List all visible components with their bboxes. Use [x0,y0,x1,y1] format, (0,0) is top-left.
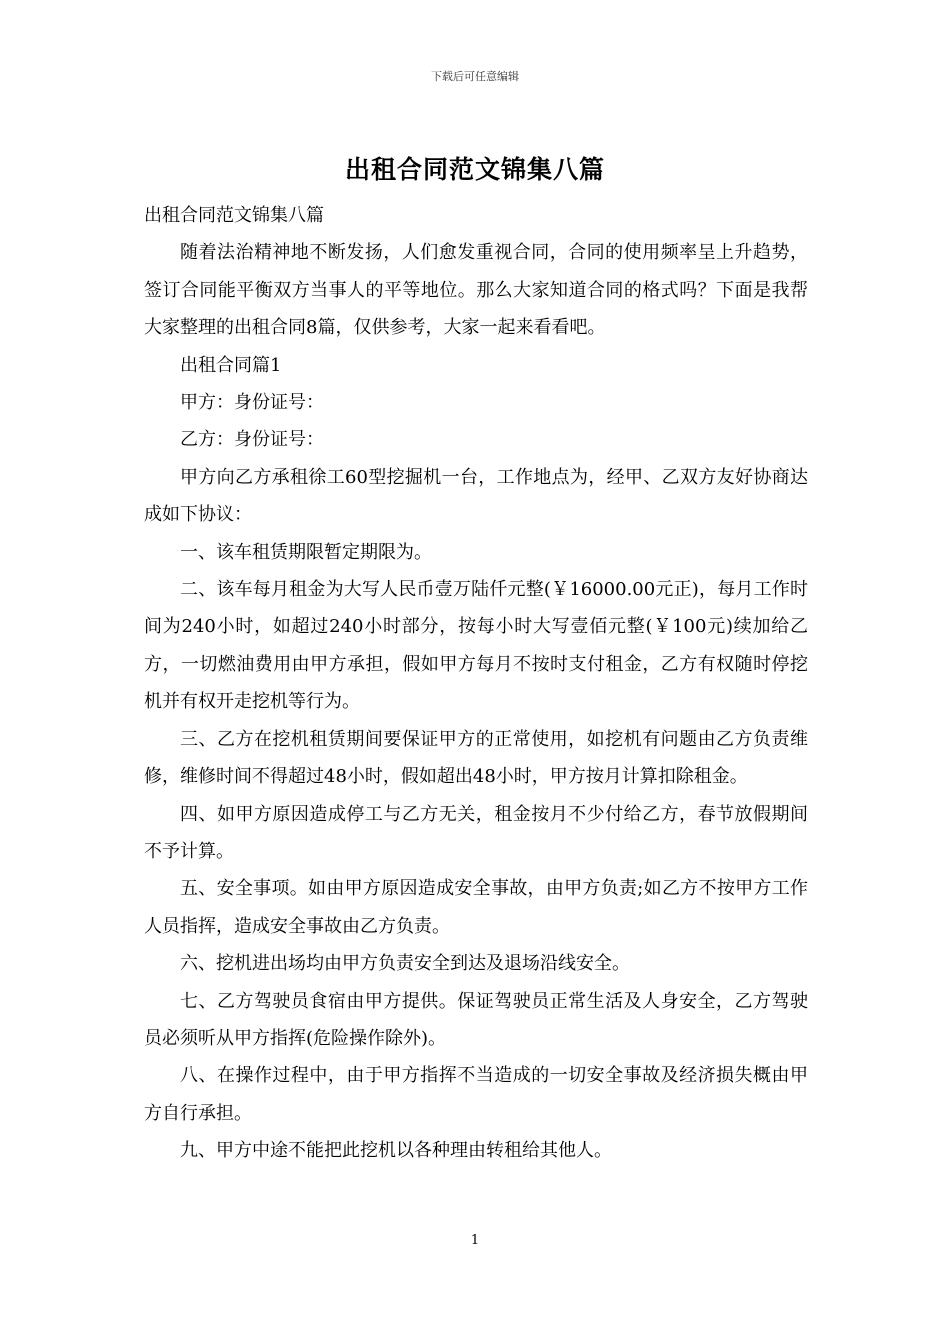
clause: 七、乙方驾驶员食宿由甲方提供。保证驾驶员正常生活及人身安全，乙方驾驶员必须听从甲方指挥(危险操作除外)。 [144,990,808,1049]
clause: 四、如甲方原因造成停工与乙方无关，租金按月不少付给乙方，春节放假期间不予计算。 [144,803,808,862]
document-title: 出租合同范文锦集八篇 [344,155,605,184]
clause: 一、该车租赁期限暂定期限为。 [180,541,432,563]
clause: 六、挖机进出场均由甲方负责安全到达及退场沿线安全。 [180,953,630,975]
clause: 八、在操作过程中，由于甲方指挥不当造成的一切安全事故及经济损失概由甲方自行承担。 [144,1065,808,1124]
paragraph: 出租合同范文锦集八篇 [144,205,324,226]
page-number: 1 [470,1233,480,1248]
document-body [144,197,808,1170]
clause: 三、乙方在挖机租赁期间要保证甲方的正常使用，如挖机有问题由乙方负责维修，维修时间不得超过48小时，假如超出48小时，甲方按月计算扣除租金。 [144,728,808,788]
paragraph: 甲方向乙方承租徐工60型挖掘机一台，工作地点为，经甲、乙双方友好协商达成如下协议： [144,466,808,526]
party-b-line: 乙方：身份证号： [180,429,324,451]
clause: 二、该车每月租金为大写人民币壹万陆仟元整(￥16000.00元正)，每月工作时间为240小时，如超过240小时部分，按每小时大写壹佰元整(￥100元)续加给乙方，一切燃油费用由甲方承担，假如甲方每月不按时支付租金，乙方有权随时停挖机并有权开走挖机等行为。 [144,579,808,713]
clause: 九、甲方中途不能把此挖机以各种理由转租给其他人。 [180,1140,612,1162]
header-note: 下载后可任意编辑 [431,70,519,83]
clause: 五、安全事项。如由甲方原因造成安全事故，由甲方负责;如乙方不按甲方工作人员指挥，造成安全事故由乙方负责。 [144,878,808,937]
paragraph: 随着法治精神地不断发扬，人们愈发重视合同，合同的使用频率呈上升趋势，签订合同能平衡双方当事人的平等地位。那么大家知道合同的格式吗？下面是我帮大家整理的出租合同8篇，仅供参考，大家一起来看看吧。 [144,242,808,339]
party-a-line: 甲方：身份证号： [180,392,324,414]
section-heading: 出租合同篇1 [180,354,282,376]
